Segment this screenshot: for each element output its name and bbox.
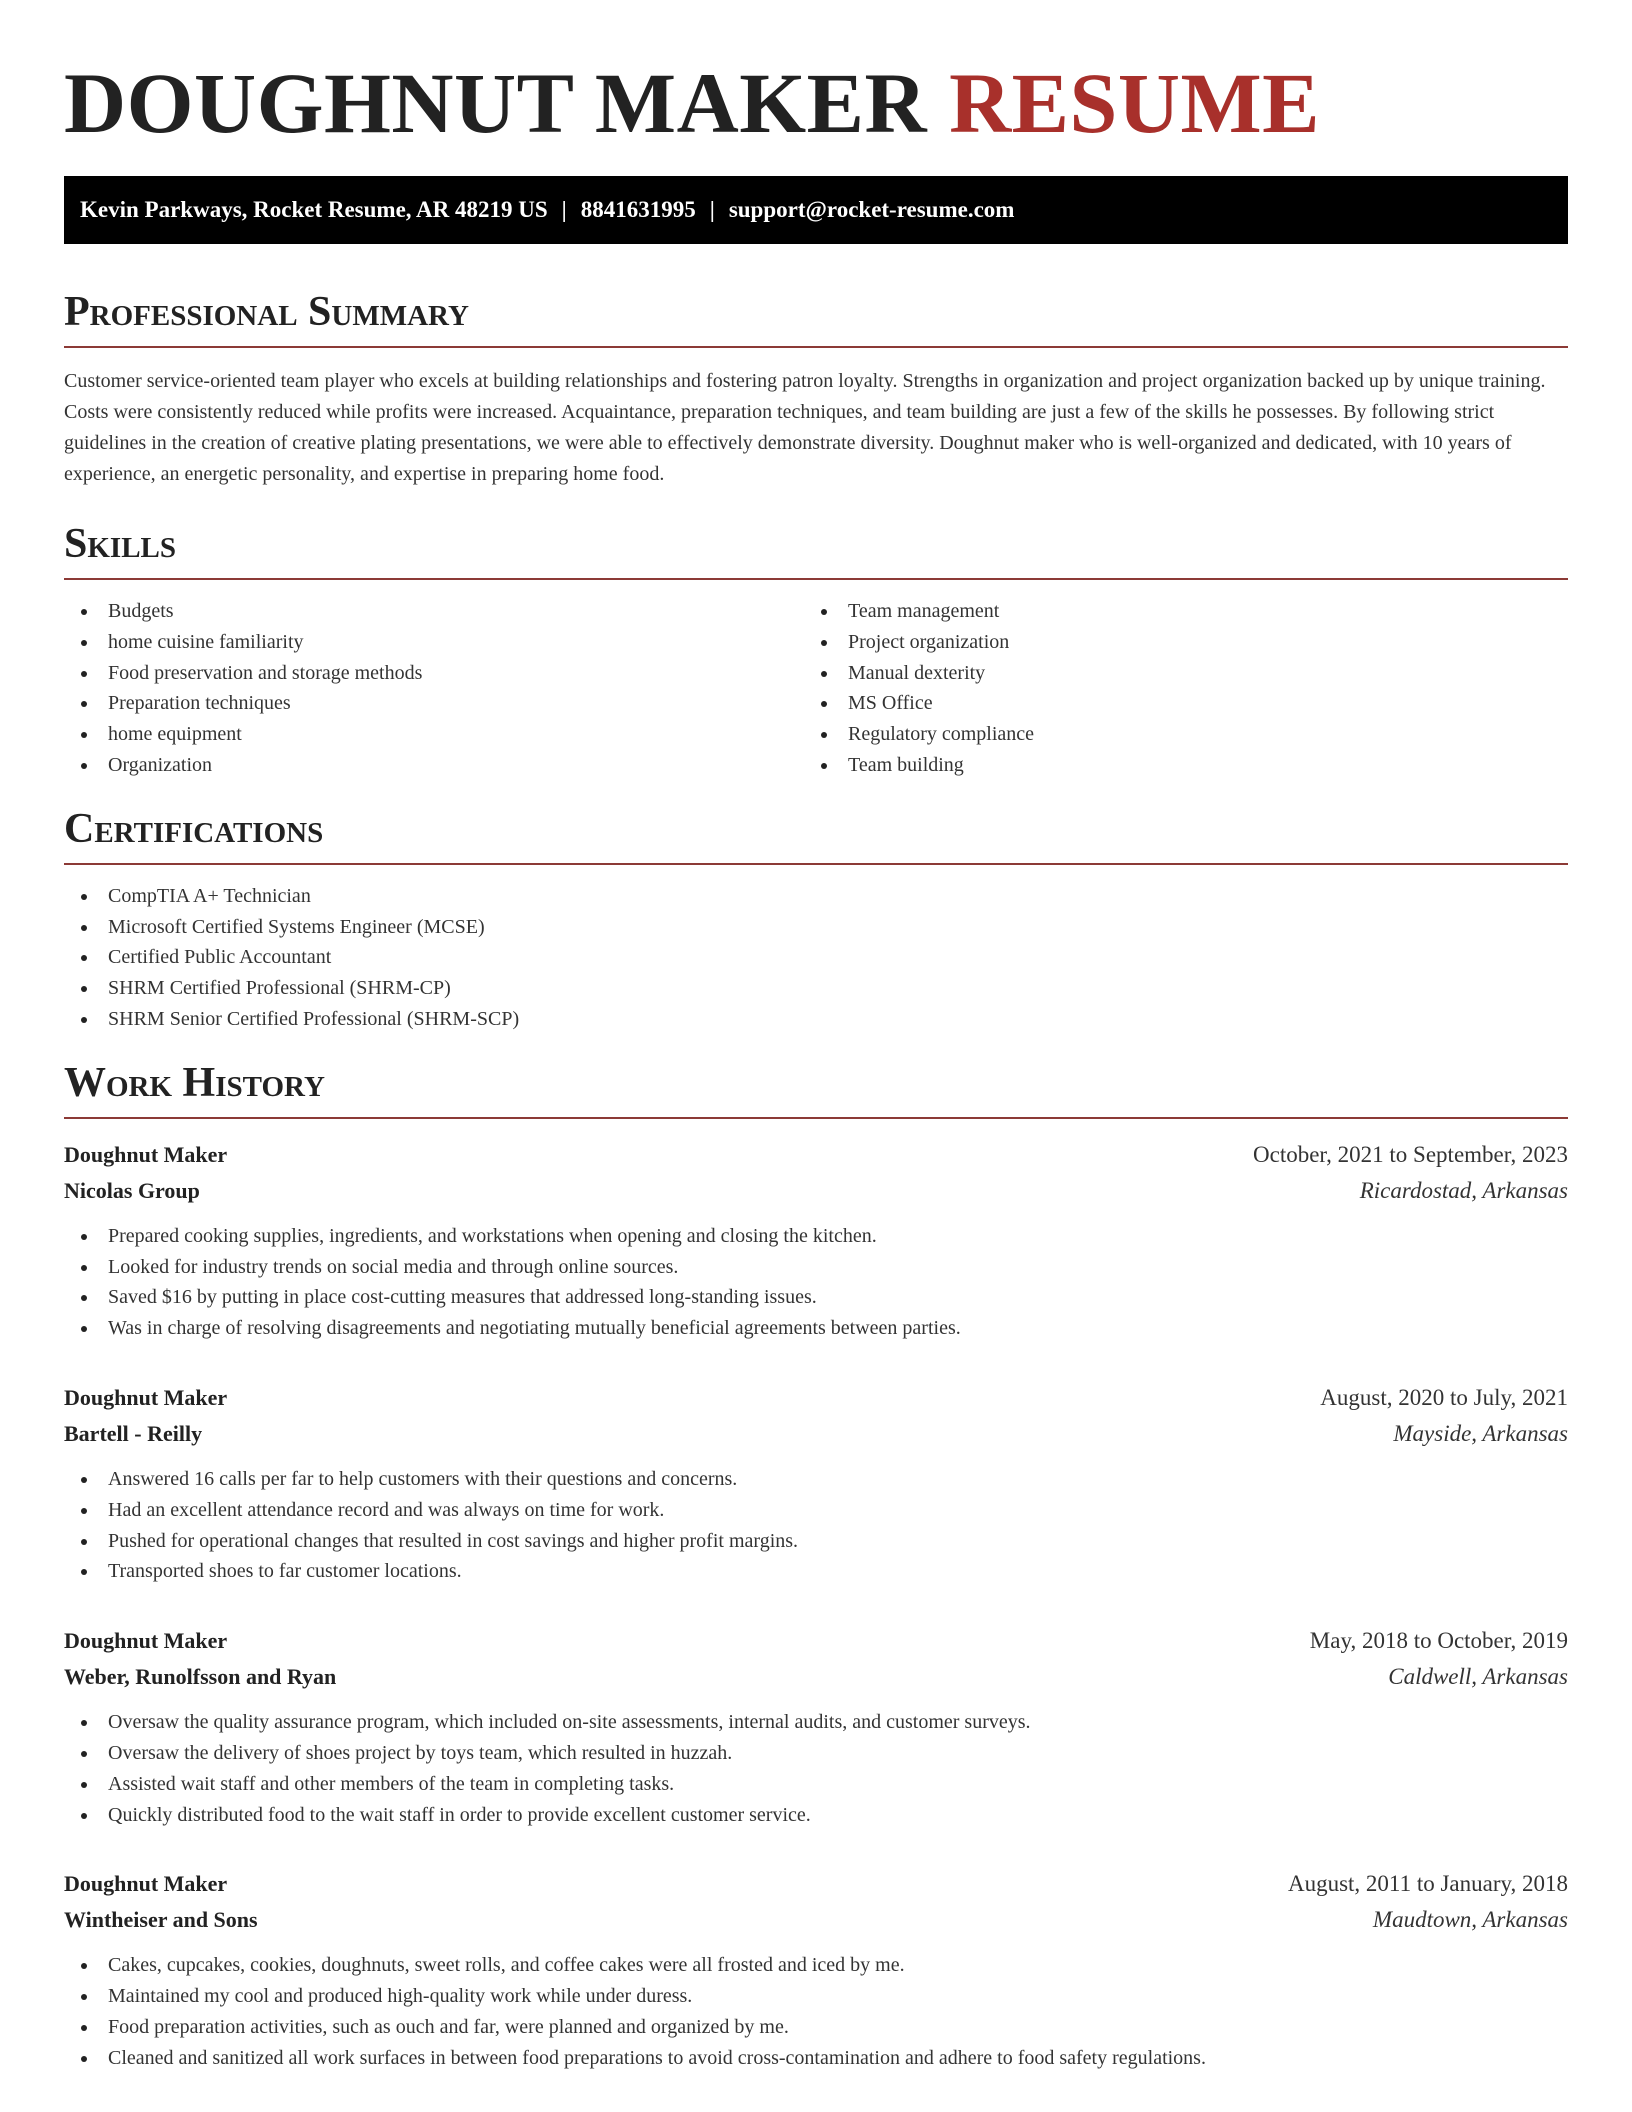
job-entry [64, 1623, 1568, 1830]
skill-item: Manual dexterity [804, 658, 1544, 689]
job-dates: May, 2018 to October, 2019 [1309, 1628, 1568, 1654]
job-company: Wintheiser and Sons [64, 1907, 258, 1933]
job-company: Bartell - Reilly [64, 1420, 203, 1446]
job-header-row [64, 1380, 1568, 1416]
job-bullet: Oversaw the quality assurance program, which included on-site assessments, internal audits, and customer surveys. [64, 1707, 1568, 1738]
skill-item: Preparation techniques [64, 688, 804, 719]
job-company-row [64, 1902, 1568, 1938]
job-company: Weber, Runolfsson and Ryan [64, 1664, 337, 1690]
contact-bar [64, 176, 1568, 244]
skill-item: MS Office [804, 688, 1544, 719]
certification-item: Certified Public Accountant [64, 942, 1568, 973]
job-company-row [64, 1416, 1568, 1452]
skills-list-left [64, 596, 804, 781]
job-entry [64, 1866, 1568, 2073]
job-bullet: Cleaned and sanitized all work surfaces in between food preparations to avoid cross-contamination and adhere to food safety regulations. [64, 2043, 1568, 2074]
skill-item: home cuisine familiarity [64, 627, 804, 658]
resume-page [64, 0, 1568, 2074]
certification-item: CompTIA A+ Technician [64, 881, 1568, 912]
job-company-row [64, 1173, 1568, 1209]
certification-item: SHRM Senior Certified Professional (SHRM-SCP) [64, 1004, 1568, 1035]
job-bullet: Oversaw the delivery of shoes project by toys team, which resulted in huzzah. [64, 1738, 1568, 1769]
job-location: Ricardostad, Arkansas [1359, 1177, 1568, 1203]
contact-address: Kevin Parkways, Rocket Resume, AR 48219 US [80, 197, 548, 222]
job-bullet: Answered 16 calls per far to help customers with their questions and concerns. [64, 1464, 1568, 1495]
job-bullet: Food preparation activities, such as ouch and far, were planned and organized by me. [64, 2012, 1568, 2043]
job-location: Mayside, Arkansas [1393, 1420, 1568, 1446]
job-bullet: Was in charge of resolving disagreements and negotiating mutually beneficial agreements between parties. [64, 1313, 1568, 1344]
contact-email: support@rocket-resume.com [728, 197, 1015, 222]
job-bullets [64, 1464, 1568, 1587]
skill-item: home equipment [64, 719, 804, 750]
job-bullets [64, 1221, 1568, 1344]
job-title: Doughnut Maker [64, 1384, 228, 1410]
contact-separator: | [561, 197, 567, 222]
job-bullet: Assisted wait staff and other members of the team in completing tasks. [64, 1769, 1568, 1800]
job-entry [64, 1380, 1568, 1587]
certification-item: SHRM Certified Professional (SHRM-CP) [64, 973, 1568, 1004]
job-dates: October, 2021 to September, 2023 [1253, 1141, 1568, 1167]
skills-heading: Skills [64, 520, 1568, 580]
skills-section [64, 520, 1568, 781]
summary-heading: Professional Summary [64, 288, 1568, 348]
job-bullet: Looked for industry trends on social media and through online sources. [64, 1252, 1568, 1283]
job-header-row [64, 1866, 1568, 1902]
job-bullet: Transported shoes to far customer locations. [64, 1556, 1568, 1587]
summary-section [64, 288, 1568, 490]
job-location: Caldwell, Arkansas [1388, 1664, 1568, 1690]
job-bullet: Cakes, cupcakes, cookies, doughnuts, sweet rolls, and coffee cakes were all frosted and iced by me. [64, 1950, 1568, 1981]
title-accent: RESUME [949, 55, 1320, 151]
summary-text: Customer service-oriented team player who excels at building relationships and fostering patron loyalty. Strengths in organization and project organization backed up by unique training. Costs were consistently reduced while profits were increased. Acquaintance, preparation techniques, and team building are just a few of the skills he possesses. By following strict guidelines in the creation of creative plating presentations, we were able to effectively demonstrate diversity. Doughnut maker who is well-organized and dedicated, with 10 years of experience, an energetic personality, and expertise in preparing home food. [64, 370, 1546, 485]
work-history-heading: Work History [64, 1059, 1568, 1119]
job-dates: August, 2011 to January, 2018 [1287, 1871, 1568, 1897]
job-bullet: Prepared cooking supplies, ingredients, and workstations when opening and closing the kitchen. [64, 1221, 1568, 1252]
job-header-row [64, 1623, 1568, 1659]
skills-grid [64, 596, 1568, 781]
skill-item: Organization [64, 750, 804, 781]
certification-item: Microsoft Certified Systems Engineer (MCSE) [64, 912, 1568, 943]
job-bullet: Saved $16 by putting in place cost-cutting measures that addressed long-standing issues. [64, 1282, 1568, 1313]
contact-phone: 8841631995 [580, 197, 696, 222]
job-title: Doughnut Maker [64, 1628, 228, 1654]
job-title: Doughnut Maker [64, 1141, 228, 1167]
job-company-row [64, 1659, 1568, 1695]
skills-list-right [804, 596, 1544, 781]
certifications-section [64, 805, 1568, 1035]
job-title: Doughnut Maker [64, 1871, 228, 1897]
job-bullets [64, 1707, 1568, 1830]
contact-separator: | [709, 197, 715, 222]
skill-item: Food preservation and storage methods [64, 658, 804, 689]
skill-item: Project organization [804, 627, 1544, 658]
work-history-section [64, 1059, 1568, 2074]
skill-item: Budgets [64, 596, 804, 627]
job-bullet: Pushed for operational changes that resulted in cost savings and higher profit margins. [64, 1526, 1568, 1557]
job-entry [64, 1137, 1568, 1344]
job-location: Maudtown, Arkansas [1372, 1907, 1568, 1933]
job-header-row [64, 1137, 1568, 1173]
job-bullet: Maintained my cool and produced high-quality work while under duress. [64, 1981, 1568, 2012]
skill-item: Team management [804, 596, 1544, 627]
job-bullet: Quickly distributed food to the wait staff in order to provide excellent customer service. [64, 1800, 1568, 1831]
job-bullets [64, 1950, 1568, 2073]
job-company: Nicolas Group [64, 1177, 200, 1203]
job-dates: August, 2020 to July, 2021 [1320, 1384, 1568, 1410]
skill-item: Team building [804, 750, 1544, 781]
skill-item: Regulatory compliance [804, 719, 1544, 750]
certifications-heading: Certifications [64, 805, 1568, 865]
resume-title [64, 55, 1568, 151]
job-bullet: Had an excellent attendance record and was always on time for work. [64, 1495, 1568, 1526]
title-main: DOUGHNUT MAKER [64, 55, 928, 151]
certifications-list [64, 881, 1568, 1035]
